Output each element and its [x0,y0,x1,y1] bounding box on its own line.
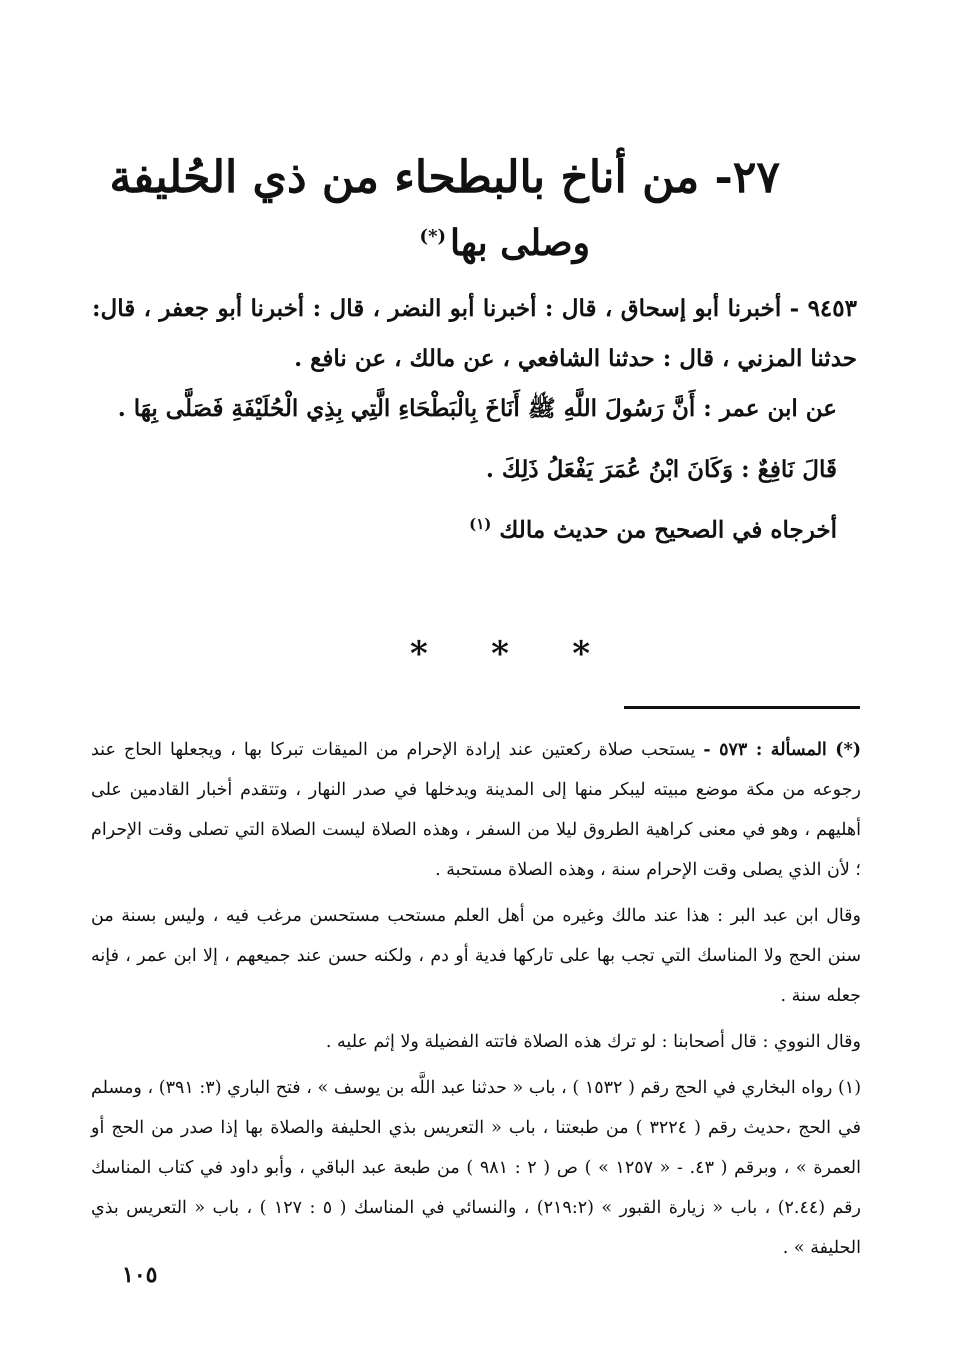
footnote-nawawi: وقال النووي : قال أصحابنا : لو ترك هذه الصلاة فاتته الفضيلة ولا إثم عليه . [325,1032,861,1052]
hadith-isnad: ٩٤٥٣ - أخبرنا أبو إسحاق ، قال : أخبرنا أبو النضر ، قال : أخبرنا أبو جعفر ، قال: حدثنا المزني ، قال : حدثنا الشافعي ، عن مالك ، عن نافع . [92,295,857,372]
chapter-title: ٢٧- من أناخ بالبطحاء من ذي الحُليفة [109,152,780,203]
section-separator [410,634,590,674]
chapter-title-continuation: وصلى بها [450,222,590,264]
footnotes [91,730,861,1274]
masala-text: يستحب صلاة ركعتين عند إرادة الإحرام من الميقات تبركا بها ، ويجعلها الحاج عند رجوعه من مكة موضع مبيته ليبكر منها إلى المدينة ويدخلها في صدر النهار ، وتتقدم أخبار القادمين على أهليهم ، وهو في معنى كراهية الطروق ليلا من السفر ، وهذه الصلاة ليست الصلاة التي تصلى وقت الإحرام ؛ لأن الذي يصلى وقت الإحرام سنة ، وهذه الصلاة مستحبة . [91,740,861,880]
footnote-ibn-abd-albarr: وقال ابن عبد البر : هذا عند مالك وغيره من أهل العلم مستحب مستحسن مرغب فيه ، وليس بسنة من سنن الحج ولا المناسك التي تجب بها على تاركها فدية أو دم ، ولكنه حسن عند جميعهم ، إلا ابن عمر ، فإنه جعله سنة . [91,906,861,1006]
footnote-marker: (*) [419,226,446,247]
hadith-matn: عن ابن عمر : أَنَّ رَسُولَ اللَّهِ ﷺ أَنَاخَ بِالْبَطْحَاءِ الَّتِي بِذِي الْحُلَيْفَةِ فَصَلَّى بِهَا . [117,395,837,422]
hadith-matn-nafi: قَالَ نَافِعٌ : وَكَانَ ابْنُ عُمَرَ يَفْعَلُ ذَلِكَ . [485,456,837,483]
takhrij-text: أخرجاه في الصحيح من حديث مالك [499,516,837,544]
separator-star: * [491,634,509,674]
page-number: ١٠٥ [122,1262,158,1288]
hadith-takhrij [469,515,837,544]
footnote-masala [91,730,861,890]
footnote-divider [624,706,860,709]
chapter-title-line2 [420,222,590,264]
separator-star: * [410,634,428,674]
footnote-1: (١) رواه البخاري في الحج رقم ( ١٥٣٢ ) ، باب « حدثنا عبد اللَّه بن يوسف » ، فتح الباري (٣: ٣٩١) ، ومسلم في الحج ،حديث رقم ( ٣٢٢٤ ) من طبعتنا ، باب « التعريس بذي الحليفة والصلاة بها إذا صدر من الحج أو العمرة » ، وبرقم ( ٤٣. - « ١٢٥٧ » ) ص ( ٢ : ٩٨١ ) من طبعة عبد الباقي ، وأبو داود في كتاب المناسك رقم (٢.٤٤) ، باب « زيارة القبور » (٢١٩:٢) ، والنسائي في المناسك ( ٥ : ١٢٧ ) ، باب « التعريس بذي الحليفة » . [91,1078,862,1258]
masala-label: (*) المسألة : ٥٧٣ - [703,740,862,760]
separator-star: * [572,634,590,674]
footnote-reference: (١) [469,515,492,533]
